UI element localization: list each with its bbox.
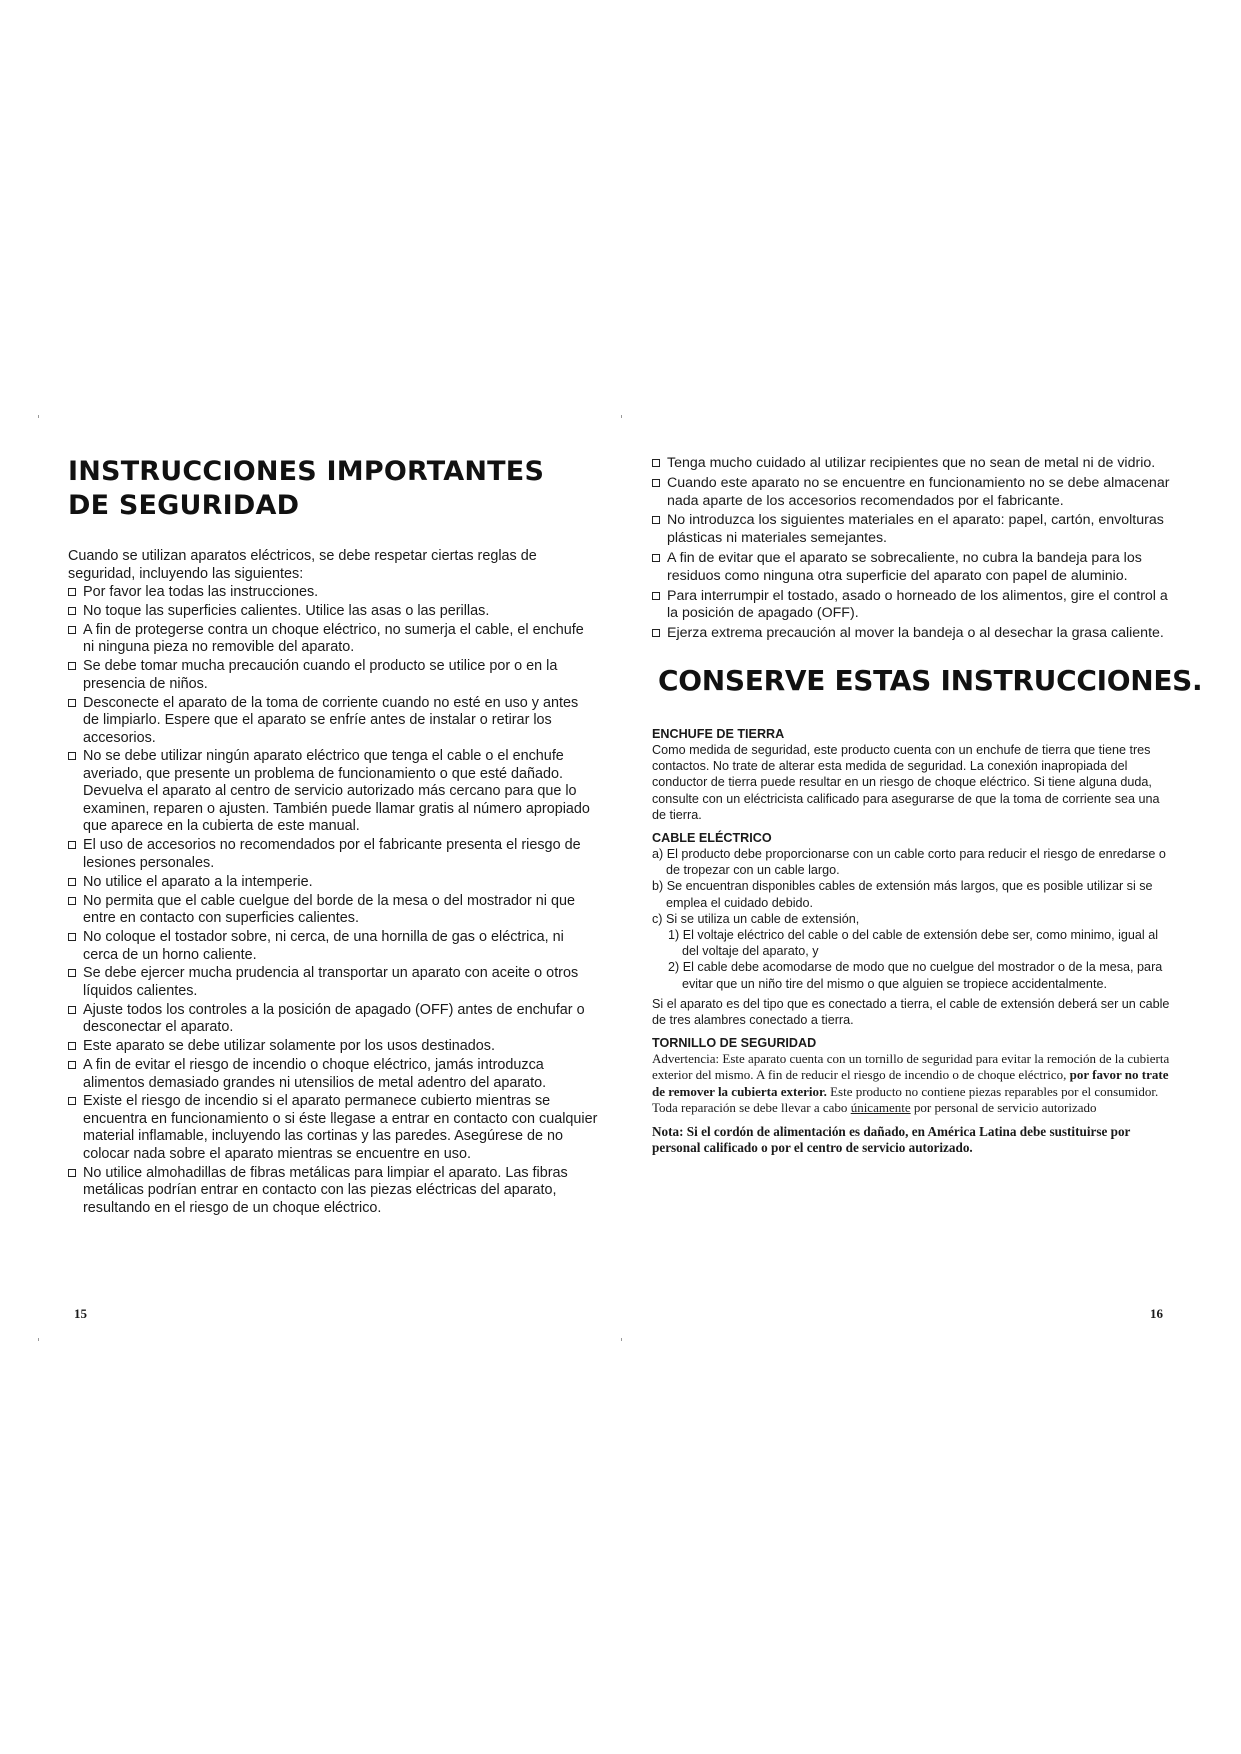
safety-screw-text	[652, 1051, 1172, 1116]
list-item-text: Se debe ejercer mucha prudencia al transportar un aparato con aceite o otros líquidos calientes.	[83, 965, 579, 999]
list-item	[68, 965, 598, 1000]
cord-item-c: c) Si se utiliza un cable de extensión,	[652, 911, 860, 926]
screw-text-underlined: únicamente	[850, 1099, 911, 1115]
list-item-text: Ajuste todos los controles a la posición de apagado (OFF) antes de enchufar o desconectar el aparato.	[83, 1001, 585, 1036]
intro-text: Cuando se utilizan aparatos eléctricos, se debe respetar ciertas reglas de seguridad, incluyendo las siguientes:	[68, 548, 537, 582]
crop-mark	[621, 1338, 622, 1341]
list-item	[68, 874, 598, 892]
screw-text-start: Advertencia: Este aparato cuenta con un tornillo de seguridad para evitar la remoción de la cubierta exterior del mismo. A fin de reducir el riesgo de incendio o de choque eléctrico,	[652, 1051, 1170, 1083]
list-item	[68, 622, 598, 657]
list-item	[68, 658, 598, 693]
list-item-text: Este aparato se debe utilizar solamente por los usos destinados.	[83, 1038, 495, 1055]
checkbox-icon	[652, 479, 660, 487]
list-item-text: Existe el riesgo de incendio si el aparato permanece cubierto mientras se encuentra en funcionamiento o si éste llegase a entrar en contacto con cualquier material inflamable, incluyendo las cortinas y las paredes. Asegúrese de no colocar nada sobre el aparato mientras se encuentre en uso.	[83, 1093, 598, 1162]
list-item	[652, 625, 1172, 643]
checkbox-icon	[652, 459, 660, 467]
checkbox-icon	[68, 626, 76, 634]
ground-plug-heading: ENCHUFE DE TIERRA	[652, 726, 785, 741]
list-item-text: No toque las superficies calientes. Utilice las asas o las perillas.	[83, 602, 490, 619]
note-text: Nota: Si el cordón de alimentación es dañado, en América Latina debe sustituirse por personal calificado o por el centro de servicio autorizado.	[652, 1124, 1131, 1156]
checkbox-icon	[68, 1061, 76, 1069]
page-number-left: 15	[74, 1306, 87, 1321]
checkbox-icon	[652, 554, 660, 562]
list-item-text: A fin de protegerse contra un choque eléctrico, no sumerja el cable, el enchufe ni ninguna pieza no removible del aparato.	[83, 621, 584, 656]
electric-cord-heading: CABLE ELÉCTRICO	[652, 830, 772, 845]
list-item-text: Cuando este aparato no se encuentre en funcionamiento no se debe almacenar nada aparte de los accesorios recomendados por el fabricante.	[667, 474, 1170, 509]
screw-text-bold: por favor no trate de remover la cubierta exterior.	[652, 1067, 1169, 1099]
list-item	[652, 512, 1172, 548]
list-item	[652, 588, 1172, 624]
list-item-text: No introduzca los siguientes materiales en el aparato: papel, cartón, envolturas plásticas ni materiales semejantes.	[667, 512, 1164, 547]
list-item	[68, 748, 598, 836]
list-item	[68, 1038, 598, 1056]
checkbox-icon	[68, 878, 76, 886]
right-page	[652, 455, 1203, 1156]
checkbox-icon	[68, 841, 76, 849]
list-item	[68, 695, 598, 748]
checkbox-icon	[68, 588, 76, 596]
list-item	[68, 1002, 598, 1037]
conserve-heading: CONSERVE ESTAS INSTRUCCIONES.	[658, 663, 1203, 697]
list-item-text: No coloque el tostador sobre, ni cerca, de una hornilla de gas o eléctrica, ni cerca de un horno caliente.	[83, 929, 564, 963]
checkbox-icon	[652, 629, 660, 637]
checkbox-icon	[68, 969, 76, 977]
list-item	[652, 550, 1172, 586]
screw-text-end: por personal de servicio autorizado	[913, 1099, 1097, 1115]
left-page	[68, 455, 598, 1219]
list-item-text: Se debe tomar mucha precaución cuando el producto se utilice por o en la presencia de niños.	[83, 658, 558, 692]
checkbox-icon	[68, 1042, 76, 1050]
checkbox-icon	[68, 699, 76, 707]
checkbox-icon	[68, 933, 76, 941]
checkbox-icon	[652, 592, 660, 600]
title-line-1: INSTRUCCIONES IMPORTANTES	[68, 456, 545, 487]
cord-item-b: b) Se encuentran disponibles cables de extensión más largos, que es posible utilizar si se emplea el cuidado debido.	[652, 879, 1153, 910]
page-number-right: 16	[1150, 1306, 1163, 1321]
list-item	[68, 1093, 598, 1163]
list-item	[68, 584, 598, 602]
cord-subitem-2: 2) El cable debe acomodarse de modo que no cuelgue del mostrador o de la mesa, para evitar que un niño tire del mismo o que alguien se tropiece accidentalmente.	[668, 960, 1163, 991]
checkbox-icon	[68, 607, 76, 615]
list-item-text: No se debe utilizar ningún aparato eléctrico que tenga el cable o el enchufe averiado, que presente un problema de funcionamiento o que esté dañado. Devuelva el aparato al centro de servicio autorizado más cercano para que lo examinen, reparen o ajusten. También puede llamar gratis al número apropiado que aparece en la cubierta de este manual.	[83, 748, 590, 835]
list-item-text: Ejerza extrema precaución al mover la bandeja o al desechar la grasa caliente.	[667, 625, 1164, 642]
list-item-text: Para interrumpir el tostado, asado o horneado de los alimentos, gire el control a la posición de apagado (OFF).	[667, 587, 1168, 622]
list-item	[652, 475, 1172, 511]
crop-mark	[38, 415, 39, 418]
page-title	[68, 455, 598, 523]
ground-plug-text: Como medida de seguridad, este producto cuenta con un enchufe de tierra que tiene tres contactos. No trate de alterar esta medida de seguridad. La conexión inapropiada del conductor de tierra puede resultar en un riesgo de choque eléctrico. Si tiene alguna duda, consulte con un eléctricista calificado para asegurarse de que la toma de corriente sea una de tierra.	[652, 742, 1160, 822]
list-item	[68, 603, 598, 621]
safety-screw-heading: TORNILLO DE SEGURIDAD	[652, 1036, 817, 1051]
title-line-2: DE SEGURIDAD	[68, 490, 300, 521]
screw-text-mid: Este producto no contiene piezas reparables por el consumidor. Toda reparación se debe llevar a cabo	[652, 1083, 1159, 1115]
checkbox-icon	[68, 1169, 76, 1177]
checkbox-icon	[652, 516, 660, 524]
list-item	[68, 1165, 598, 1218]
list-item	[68, 929, 598, 964]
list-item-text: Por favor lea todas las instrucciones.	[83, 584, 319, 600]
list-item-text: A fin de evitar que el aparato se sobrecaliente, no cubra la bandeja para los residuos como ninguna otra superficie del aparato con papel de aluminio.	[667, 549, 1142, 584]
list-item	[652, 455, 1172, 473]
safety-checklist-left	[68, 584, 598, 1217]
list-item	[68, 1057, 598, 1092]
grounded-cord-text: Si el aparato es del tipo que es conectado a tierra, el cable de extensión deberá ser un cable de tres alambres conectado a tierra.	[652, 996, 1170, 1028]
list-item-text: Tenga mucho cuidado al utilizar recipientes que no sean de metal ni de vidrio.	[667, 455, 1156, 471]
list-item-text: El uso de accesorios no recomendados por el fabricante presenta el riesgo de lesiones personales.	[83, 837, 581, 871]
checkbox-icon	[68, 752, 76, 760]
checkbox-icon	[68, 662, 76, 670]
checkbox-icon	[68, 1006, 76, 1014]
checkbox-icon	[68, 897, 76, 905]
checkbox-icon	[68, 1097, 76, 1105]
list-item-text: No permita que el cable cuelgue del borde de la mesa o del mostrador ni que entre en contacto con superficies calientes.	[83, 892, 575, 927]
cord-subitem-1: 1) El voltaje eléctrico del cable o del cable de extensión debe ser, como minimo, igual al del voltaje del aparato, y	[668, 928, 1159, 959]
cord-item-a: a) El producto debe proporcionarse con un cable corto para reducir el riesgo de enredarse o de tropezar con un cable largo.	[652, 846, 1166, 878]
crop-mark	[621, 415, 622, 418]
list-item	[68, 837, 598, 872]
list-item-text: No utilice el aparato a la intemperie.	[83, 873, 313, 890]
crop-mark	[38, 1338, 39, 1341]
list-item-text: No utilice almohadillas de fibras metálicas para limpiar el aparato. Las fibras metálicas podrían entrar en contacto con las piezas eléctricas del aparato, resultando en el riesgo de un choque eléctrico.	[83, 1164, 568, 1216]
list-item	[68, 893, 598, 928]
safety-checklist-right	[652, 455, 1172, 643]
list-item-text: Desconecte el aparato de la toma de corriente cuando no esté en uso y antes de limpiarlo. Espere que el aparato se enfríe antes de instalar o retirar los accesorios.	[83, 694, 579, 746]
list-item-text: A fin de evitar el riesgo de incendio o choque eléctrico, jamás introduzca alimentos demasiado grandes ni utensilios de metal adentro del aparato.	[83, 1057, 547, 1091]
